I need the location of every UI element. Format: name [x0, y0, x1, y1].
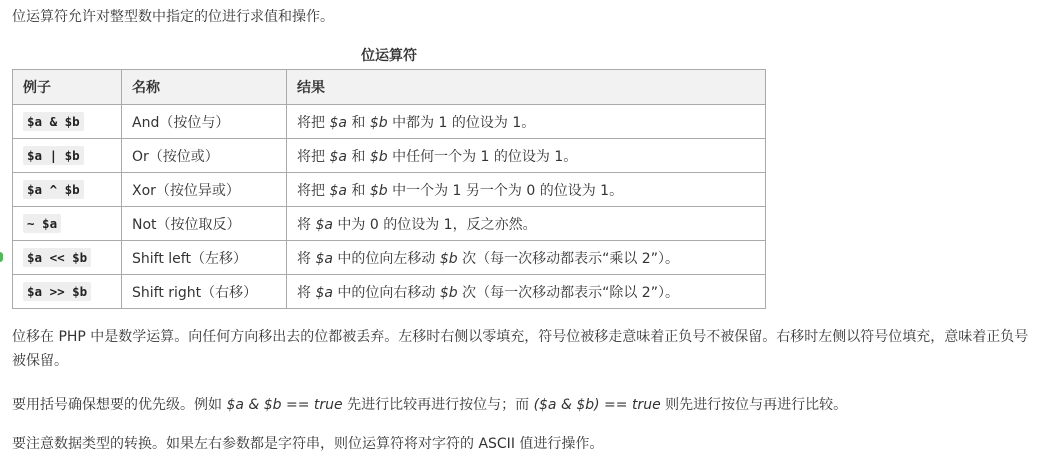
variable-text: $b: [369, 182, 388, 199]
bitwise-operators-table: [12, 69, 766, 309]
example-code: $a | $b: [23, 146, 84, 165]
variable-text: $b: [369, 114, 388, 131]
variable-text: $a: [315, 216, 333, 233]
variable-text: $b: [439, 284, 458, 301]
variable-text: $b: [439, 250, 458, 267]
result-cell: 将把 $a 和 $b 中一个为 1 另一个为 0 的位设为 1。: [287, 173, 766, 207]
precedence-note: 要用括号确保想要的优先级。例如 $a & $b == true 先进行比较再进行按位与；而 ($a & $b) == true 则先进行按位与再进行比较。: [12, 397, 848, 413]
table-row: [13, 173, 766, 207]
header-name: 名称: [122, 70, 287, 105]
example-cell: [13, 173, 122, 207]
result-cell: 将把 $a 和 $b 中都为 1 的位设为 1。: [287, 105, 766, 139]
table-row: [13, 139, 766, 173]
result-cell: 将 $a 中的位向右移动 $b 次（每一次移动都表示“除以 2”）。: [287, 275, 766, 309]
intro-text: 位运算符允许对整型数中指定的位进行求值和操作。: [12, 9, 334, 25]
result-cell: 将 $a 中为 0 的位设为 1，反之亦然。: [287, 207, 766, 241]
result-cell: 将把 $a 和 $b 中任何一个为 1 的位设为 1。: [287, 139, 766, 173]
example-code: $a ^ $b: [23, 180, 84, 199]
example-cell: [13, 105, 122, 139]
operator-name-cell: Xor（按位异或）: [122, 173, 287, 207]
example-cell: [13, 207, 122, 241]
variable-text: $b: [369, 148, 388, 165]
table-row: [13, 241, 766, 275]
variable-text: ($a & $b) == true: [533, 397, 661, 413]
example-code: $a << $b: [23, 248, 91, 267]
variable-text: $a: [329, 182, 347, 199]
variable-text: $a: [315, 250, 333, 267]
operator-name-cell: And（按位与）: [122, 105, 287, 139]
table-row: [13, 207, 766, 241]
example-cell: [13, 139, 122, 173]
variable-text: $a: [315, 284, 333, 301]
table-row: [13, 105, 766, 139]
operator-name-cell: Or（按位或）: [122, 139, 287, 173]
example-code: $a & $b: [23, 112, 84, 131]
operator-name-cell: Not（按位取反）: [122, 207, 287, 241]
operator-name-cell: Shift right（右移）: [122, 275, 287, 309]
variable-text: $a: [329, 148, 347, 165]
example-code: $a >> $b: [23, 282, 91, 301]
operator-name-cell: Shift left（左移）: [122, 241, 287, 275]
example-cell: [13, 241, 122, 275]
scroll-marker: [0, 252, 3, 262]
example-code: ~ $a: [23, 214, 61, 233]
table-caption: 位运算符: [361, 48, 417, 64]
table-row: [13, 275, 766, 309]
result-cell: 将 $a 中的位向左移动 $b 次（每一次移动都表示“乘以 2”）。: [287, 241, 766, 275]
header-result: 结果: [287, 70, 766, 105]
type-conversion-note: 要注意数据类型的转换。如果左右参数都是字符串，则位运算符将对字符的 ASCII 值进行操作。: [12, 436, 604, 452]
header-example: 例子: [13, 70, 122, 105]
variable-text: $a & $b == true: [226, 397, 343, 413]
variable-text: $a: [329, 114, 347, 131]
table-header-row: [13, 70, 766, 105]
example-cell: [13, 275, 122, 309]
shift-explanation: 位移在 PHP 中是数学运算。向任何方向移出去的位都被丢弃。左移时右侧以零填充，符号位被移走意味着正负号不被保留。右移时左侧以符号位填充，意味着正负号被保留。: [12, 329, 1029, 369]
